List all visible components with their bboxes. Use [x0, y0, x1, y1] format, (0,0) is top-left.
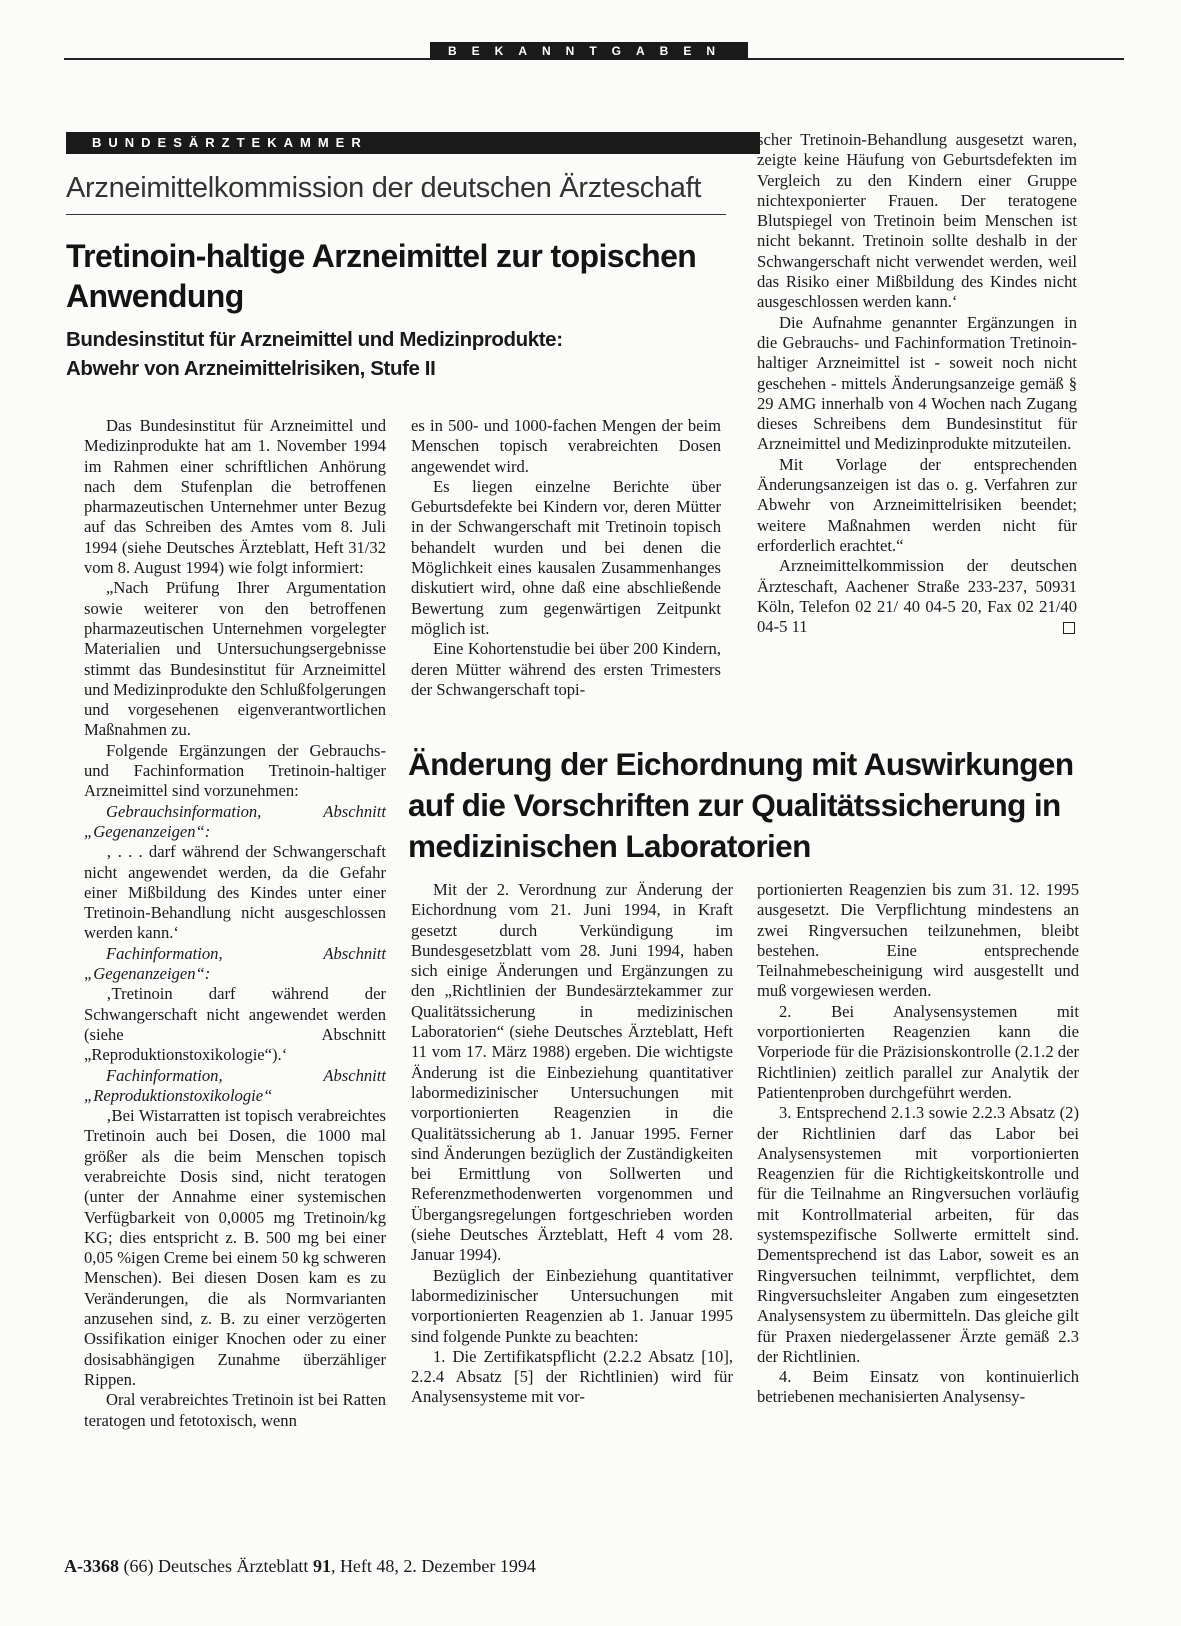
journal-name: (66) Deutsches Ärzteblatt [123, 1556, 309, 1576]
article2-column-2 [757, 880, 1079, 1408]
issue-info: , Heft 48, 2. Dezember 1994 [330, 1556, 536, 1576]
contact-address: Arzneimittelkommission der deutschen Ärzteschaft, Aachener Straße 233-237, 50931 Köln, Telefon 02 21/ 40 04-5 20, Fax 02 21/40 04-5 11 [757, 556, 1077, 637]
article-title: Tretinoin-haltige Arzneimittel zur topischen Anwendung [66, 238, 697, 315]
paragraph: 1. Die Zertifikatspflicht (2.2.2 Absatz [10], 2.2.4 Absatz [5] der Richtlinien) wird für Analysensysteme mit vor- [411, 1346, 733, 1407]
paragraph [757, 556, 1077, 637]
paragraph: Mit der 2. Verordnung zur Änderung der Eichordnung vom 21. Juni 1994, in Kraft gesetzt durch Verkündigung im Bundesgesetzblatt vom 28. Juni 1994, haben sich einige Änderungen und Ergänzungen zu den „Richtlinien der Bundesärztekammer zur Qualitätssicherung in medizinischen Laboratorien“ (siehe Deutsches Ärzteblatt, Heft 11 vom 17. März 1988) ergeben. Die wichtigste Änderung ist die Einbeziehung quantitativer labormedizinischer Untersuchungen mit vorportionierten Reagenzien in die Qualitätssicherung ab 1. Januar 1995. Ferner sind Änderungen bezüglich der Zuständigkeiten bei Ermittlung von Sollwerten und Referenzmethodenwerten vorgenommen und Übergangsregelungen fortgeschrieben worden (siehe Deutsches Ärzteblatt, Heft 4 vom 28. Januar 1994). [411, 880, 733, 1265]
page-number: A-3368 [64, 1556, 119, 1576]
paragraph: 3. Entsprechend 2.1.3 sowie 2.2.3 Absatz (2) der Richtlinien darf das Labor bei Analysensystemen mit vorportionierten Reagenzien für die Richtigkeitskontrolle und für die Teilnahme an Ringversuchen vorläufig mit Kontrollmaterial arbeiten, für das systemspezifische Sollwerte ermittelt sind. Dementsprechend ist das Labor, soweit es an Ringversuchen teilnimmt, verpflichtet, dem Ringversuchsleiter Angaben zum eingesetzten Analysensystem zu übermitteln. Das gleiche gilt für Praxen niedergelassener Ärzte gemäß 2.3 der Richtlinien. [757, 1103, 1079, 1366]
organization-heading: Arzneimittelkommission der deutschen Ärzteschaft [66, 172, 702, 204]
section-label: Fachinformation, Abschnitt „Reproduktionstoxikologie“ [84, 1065, 386, 1105]
section-label: Fachinformation, Abschnitt „Gegenanzeigen“: [84, 943, 386, 984]
section-badge: BEKANNTGABEN [430, 42, 748, 60]
paragraph: „Nach Prüfung Ihrer Argumentation sowie weiterer von den betroffenen pharmazeutischen Unternehmen vorgelegter Materialien und Untersuchungsergebnisse stimmt das Bundesinstitut für Arzneimittel und Medizinprodukte den Schlußfolgerungen und vorgesehenen eigenverantwortlichen Maßnahmen zu. [84, 578, 386, 740]
volume-number: 91 [312, 1556, 331, 1576]
paragraph: ‚ . . . darf während der Schwangerschaft nicht angewendet werden, da die Gefahr einer Mißbildung des Kindes unter einer Tretinoin-Behandlung nicht ausgeschlossen werden kann.‘ [84, 842, 386, 943]
subtitle-line: Abwehr von Arzneimittelrisiken, Stufe II [66, 357, 436, 381]
paragraph: Eine Kohortenstudie bei über 200 Kindern, deren Mütter während des ersten Trimesters der Schwangerschaft topi- [411, 639, 721, 699]
article-subtitle [66, 325, 756, 383]
paragraph: Die Aufnahme genannter Ergänzungen in die Gebrauchs- und Fachinformation Tretinoin-haltiger Arzneimittel ist - soweit noch nicht geschehen - mittels Änderungsanzeige gemäß § 29 AMG innerhalb von 4 Wochen nach Zugang dieses Schreibens dem Bundesinstitut für Arzneimittel und Medizinprodukte mitzuteilen. [757, 312, 1077, 454]
article1-column-3 [757, 130, 1077, 637]
paragraph: Oral verabreichtes Tretinoin ist bei Ratten teratogen und fetotoxisch, wenn [84, 1390, 386, 1430]
paragraph: Bezüglich der Einbeziehung quantitativer labormedizinischer Untersuchungen mit vorportionierten Reagenzien ab 1. Januar 1995 sind folgende Punkte zu beachten: [411, 1265, 733, 1346]
section-label: Gebrauchsinformation, Abschnitt „Gegenanzeigen“: [84, 801, 386, 841]
paragraph: Das Bundesinstitut für Arzneimittel und Medizinprodukte hat am 1. November 1994 im Rahmen einer schriftlichen Anhörung nach dem Stufenplan die betroffenen pharmazeutischen Unternehmer unter Bezug auf das Schreiben des Amtes vom 8. Juli 1994 (siehe Deutsches Ärzteblatt, Heft 31/32 vom 8. August 1994) wie folgt informiert: [84, 416, 386, 578]
paragraph: portionierten Reagenzien bis zum 31. 12. 1995 ausgesetzt. Die Verpflichtung mindestens an zwei Ringversuchen teilzunehmen, bleibt bestehen. Eine entsprechende Teilnahmebescheinigung wird ausgestellt und muß vorgewiesen werden. [757, 880, 1079, 1001]
paragraph [84, 944, 386, 985]
paragraph: ‚Bei Wistarratten ist topisch verabreichtes Tretinoin auch bei Dosen, die 1000 mal größer als die beim Menschen topisch verabreichte Dosis sind, nicht teratogen (unter der Annahme einer systemischen Verfügbarkeit von 0,0005 mg Tretinoin/kg KG; dies entspricht z. B. 500 mg bei einer 0,05 %igen Creme bei einem 50 kg schweren Menschen). Bei diesen Dosen kam es zu Veränderungen, die als Normvarianten anzusehen sind, z. B. zu einer verzögerten Ossifikation einiger Knochen oder zu einer dosisabhängigen Zunahme überzähliger Rippen. [84, 1106, 386, 1389]
paragraph: 2. Bei Analysensystemen mit vorportionierten Reagenzien kann die Vorperiode für die Präzisionskontrolle (2.1.2 der Richtlinien) zeitlich parallel zur Analytik der Patientenproben durchgeführt werden. [757, 1001, 1079, 1102]
paragraph: scher Tretinoin-Behandlung ausgesetzt waren, zeigte keine Häufung von Geburtsdefekten im Vergleich zu den Kindern einer Gruppe nichtexponierter Frauen. Der teratogene Blutspiegel von Tretinoin beim Menschen ist nicht bekannt. Tretinoin sollte deshalb in der Schwangerschaft nicht verwendet werden, weil das Risiko einer Mißbildung des Kindes nicht ausgeschlossen werden kann.‘ [757, 130, 1077, 312]
paragraph [84, 1066, 386, 1107]
end-of-article-icon [1063, 622, 1075, 634]
paragraph: ‚Tretinoin darf während der Schwangerschaft nicht angewendet werden (siehe Abschnitt „Reproduktionstoxikologie“).‘ [84, 984, 386, 1065]
article2-column-1 [411, 880, 733, 1408]
page-footer [64, 1556, 536, 1577]
paragraph: Folgende Ergänzungen der Gebrauchs- und Fachinformation Tretinoin-haltiger Arzneimittel sind vorzunehmen: [84, 740, 386, 801]
subtitle-line: Bundesinstitut für Arzneimittel und Medizinprodukte: [66, 328, 563, 351]
paragraph: 4. Beim Einsatz von kontinuierlich betriebenen mechanisierten Analysensy- [757, 1367, 1079, 1407]
paragraph: es in 500- und 1000-fachen Mengen der beim Menschen topisch verabreichten Dosen angewendet wird. [411, 416, 721, 476]
paragraph: Es liegen einzelne Berichte über Geburtsdefekte bei Kindern vor, deren Mütter in der Schwangerschaft mit Tretinoin topisch behandelt wurden und bei denen die Möglichkeit eines kausalen Zusammenhanges diskutiert wird, ohne daß eine abschließende Bewertung zum gegenwärtigen Zeitpunkt möglich ist. [411, 476, 721, 638]
category-bar: BUNDESÄRZTEKAMMER [66, 132, 760, 154]
paragraph [84, 802, 386, 843]
article2-title: Änderung der Eichordnung mit Auswirkungen auf die Vorschriften zur Qualitätssicherung in medizinischen Laboratorien [408, 746, 1074, 864]
paragraph: Mit Vorlage der entsprechenden Änderungsanzeigen ist das o. g. Verfahren zur Abwehr von Arzneimittelrisiken beendet; weitere Maßnahmen werden nicht für erforderlich erachtet.“ [757, 454, 1077, 555]
article1-column-2 [411, 416, 721, 700]
article1-column-1 [84, 416, 386, 1431]
heading-rule [66, 214, 726, 215]
